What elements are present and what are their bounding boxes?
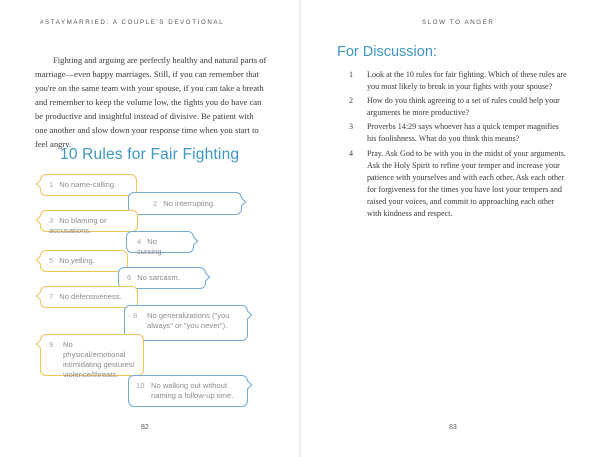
rule-text: No sarcasm. [137, 273, 180, 282]
intro-paragraph: Fighting and arguing are perfectly healthy and natural parts of marriage—even happy marriages. Still, if you can remember that you're on the same team with your spouse, if you can take a breath and remember to keep the volume low, the fights you do have can be productive and insightful instead of divisive. Be patient with one another and slow down your response time when you start to feel angry. [35, 55, 267, 149]
question-text: How do you think agreeing to a set of rules could help your arguments be more productive? [367, 96, 560, 118]
bubble-tail [244, 381, 252, 389]
rule-text: No yelling. [59, 256, 95, 265]
rule-text: No interrupting. [163, 199, 216, 208]
bubble-tail [36, 340, 44, 348]
rule-number: 9 [49, 340, 54, 349]
rule-text: No blaming or accusations. [49, 216, 107, 235]
rule-text: No cursing. [137, 237, 164, 256]
rule-text: No name-calling. [59, 180, 117, 189]
rule-text: No defensiveness. [59, 292, 122, 301]
rule-bubble [40, 250, 128, 272]
right-running-head: SLOW TO ANGER [422, 19, 495, 26]
rule-number: 6 [127, 273, 132, 282]
bubble-tail [202, 273, 210, 281]
question-text: Pray. Ask God to be with you in the midst of your arguments. Ask the Holy Spirit to refine your temper and increase your patience with yourselves and with each other. Ask each other for forgiveness for the times you have lost your tempers and raised your voices, and commit to approaching each other with kindness and respect. [367, 148, 566, 219]
bubble-tail [36, 292, 44, 300]
left-page-number: 82 [141, 424, 149, 431]
rule-number: 8 [133, 311, 138, 320]
bubble-tail [36, 180, 44, 188]
list-item [337, 69, 569, 93]
bubble-tail [238, 198, 246, 206]
left-running-head: #STAYMARRIED: A COUPLE'S DEVOTIONAL [40, 19, 225, 26]
book-spine [299, 0, 301, 457]
list-item [337, 148, 569, 221]
rule-bubble [126, 231, 194, 256]
rule-text: No walking out without naming a follow-up time. [151, 381, 234, 400]
list-item [337, 95, 569, 119]
list-item [337, 121, 569, 145]
rule-bubble [40, 286, 138, 308]
rule-number: 2 [153, 199, 158, 208]
rule-number: 1 [49, 180, 54, 189]
question-text: Proverbs 14:29 says whoever has a quick temper magnifies his foolishness. What do you think this means? [367, 122, 559, 144]
bubble-tail [244, 311, 252, 319]
rule-bubble [40, 174, 137, 196]
rule-number: 5 [49, 256, 54, 265]
rule-number: 4 [137, 237, 142, 246]
rule-text: No physical/emotional intimidating gestures/ violence/threats. [63, 340, 135, 379]
rule-number: 7 [49, 292, 54, 301]
rule-bubble [128, 192, 242, 215]
question-number: 3 [349, 122, 354, 132]
rule-number: 3 [49, 216, 54, 225]
question-number: 4 [349, 148, 354, 158]
rules-title: 10 Rules for Fair Fighting [60, 146, 240, 163]
rule-bubble [128, 375, 248, 407]
bubble-tail [190, 237, 198, 245]
bubble-tail [36, 256, 44, 264]
question-number: 2 [349, 96, 354, 106]
question-number: 1 [349, 70, 354, 79]
discussion-title: For Discussion: [337, 44, 437, 60]
right-page-number: 83 [449, 424, 457, 431]
rule-text: No generalizations ("you always" or "you never"). [147, 311, 230, 330]
bubble-tail [36, 216, 44, 224]
rule-bubble [40, 210, 138, 235]
rule-number: 10 [136, 381, 145, 390]
question-text: Look at the 10 rules for fair fighting. Which of these rules are you most likely to break in your fights with your spouse? [367, 70, 567, 92]
discussion-questions [337, 69, 569, 220]
rule-bubble [40, 334, 144, 379]
